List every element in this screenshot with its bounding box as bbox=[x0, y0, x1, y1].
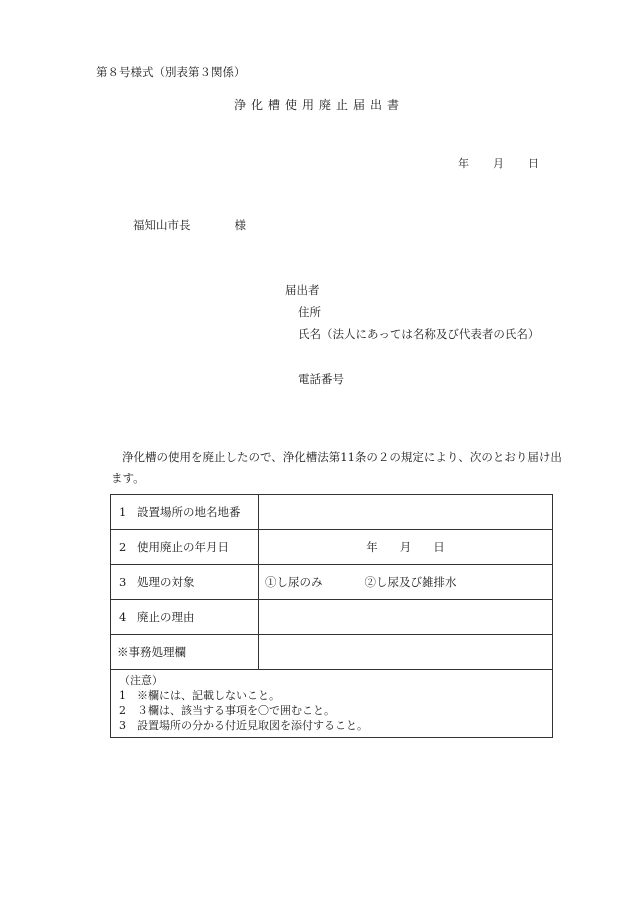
addressee bbox=[133, 217, 246, 233]
row-label bbox=[111, 635, 259, 670]
abolition-day-label: 日 bbox=[433, 540, 445, 554]
row-number: 2 bbox=[119, 540, 127, 554]
reason-field[interactable] bbox=[259, 600, 553, 635]
row-label-text: 廃止の理由 bbox=[137, 610, 195, 624]
form-table bbox=[110, 494, 553, 738]
applicant-address-label: 住所 bbox=[298, 305, 321, 319]
row-label bbox=[111, 565, 259, 600]
note-number: 3 bbox=[119, 719, 126, 732]
notes-heading: （注意） bbox=[119, 674, 163, 687]
option-night-soil-and-wastewater[interactable]: ②し尿及び雑排水 bbox=[364, 575, 457, 589]
abolition-year-label: 年 bbox=[366, 540, 378, 554]
note-number: 2 bbox=[119, 704, 126, 717]
table-row bbox=[111, 495, 553, 530]
row-label bbox=[111, 600, 259, 635]
form-number: 第８号様式（別表第３関係） bbox=[96, 65, 246, 79]
note-item bbox=[119, 718, 552, 733]
addressee-honorific: 様 bbox=[234, 218, 246, 232]
date-day-label: 日 bbox=[528, 157, 539, 170]
note-item bbox=[119, 688, 552, 703]
table-row bbox=[111, 565, 553, 600]
date-line bbox=[458, 155, 539, 171]
location-field[interactable] bbox=[259, 495, 553, 530]
applicant-name-label: 氏名（法人にあっては名称及び代表者の氏名） bbox=[298, 327, 540, 341]
note-text: ３欄は、該当する事項を〇で囲むこと。 bbox=[137, 704, 335, 717]
document-title: 浄化槽使用廃止届出書 bbox=[233, 98, 404, 112]
notes-row bbox=[111, 670, 553, 738]
row-label bbox=[111, 530, 259, 565]
intro-paragraph: 浄化槽の使用を廃止したので、浄化槽法第11条の２の規定により、次のとおり届け出ます。 bbox=[111, 450, 562, 485]
option-night-soil-only[interactable]: ①し尿のみ bbox=[265, 575, 323, 589]
table-row bbox=[111, 635, 553, 670]
applicant-label: 届出者 bbox=[285, 283, 320, 297]
treatment-target-field bbox=[259, 565, 553, 600]
row-number: 4 bbox=[119, 610, 127, 624]
table-row bbox=[111, 600, 553, 635]
row-number: 3 bbox=[119, 575, 127, 589]
abolition-date-field[interactable] bbox=[259, 530, 553, 565]
note-text: ※欄には、記載しないこと。 bbox=[137, 689, 280, 702]
note-item bbox=[119, 703, 552, 718]
row-number: 1 bbox=[119, 505, 127, 519]
row-label-text: 処理の対象 bbox=[137, 575, 195, 589]
row-label bbox=[111, 495, 259, 530]
office-use-field bbox=[259, 635, 553, 670]
note-number: 1 bbox=[119, 689, 126, 702]
abolition-month-label: 月 bbox=[399, 540, 412, 554]
applicant-phone-label: 電話番号 bbox=[298, 372, 344, 386]
table-row bbox=[111, 530, 553, 565]
office-use-label: ※事務処理欄 bbox=[117, 645, 186, 659]
row-label-text: 使用廃止の年月日 bbox=[137, 540, 229, 554]
note-text: 設置場所の分かる付近見取図を添付すること。 bbox=[137, 719, 368, 732]
notes-cell bbox=[111, 670, 553, 738]
date-month-label: 月 bbox=[493, 157, 504, 170]
date-year-label: 年 bbox=[458, 157, 469, 170]
addressee-name: 福知山市長 bbox=[133, 218, 191, 232]
row-label-text: 設置場所の地名地番 bbox=[137, 505, 241, 519]
